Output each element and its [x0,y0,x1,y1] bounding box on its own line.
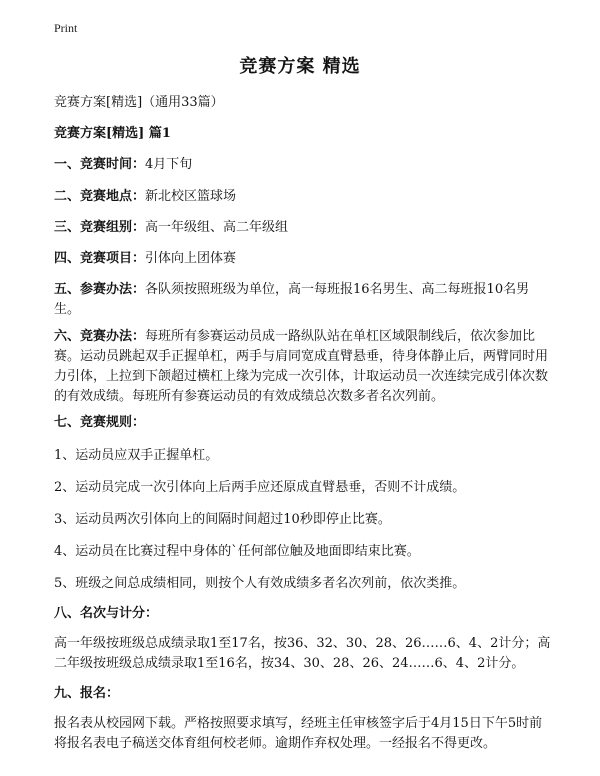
item-location [54,187,554,207]
item-label: 一、竞赛时间： [54,157,146,172]
item-label: 五、参赛办法： [54,282,146,297]
item-time [54,155,554,175]
item-event [54,249,554,269]
item-entry-method [54,280,554,320]
chapter-heading: 竞赛方案[精选] 篇1 [54,126,171,141]
rules-heading: 七、竞赛规则： [54,415,146,430]
signup-text: 报名表从校园网下载。严格按照要求填写，经班主任审核签字后于4月15日下午5时前将报名表电子稿送交体育组何校老师。逾期作弃权处理。一经报名不得更改。 [54,716,543,751]
item-text: 高一年级组、高二年级组 [145,220,289,235]
scoring-heading: 八、名次与计分： [54,606,159,621]
item-text: 各队须按照班级为单位，高一每班报16名男生、高二每班报10名男生。 [54,282,530,317]
item-text: 每班所有参赛运动员成一路纵队站在单杠区域限制线后，依次参加比赛。运动员跳起双手正握单杠，两手与肩同宽成直臂悬垂，待身体静止后，两臂同时用力引体，上拉到下颌超过横杠上缘为完成一次引体，计取运动员一次连续完成引体次数的有效成绩。每班所有参赛运动员的有效成绩总次数多者名次列前。 [54,329,549,404]
rule-item: 1、运动员应双手正握单杠。 [54,448,219,463]
item-label: 四、竞赛项目： [54,251,146,266]
item-label: 二、竞赛地点： [54,189,146,204]
print-label[interactable]: Print [54,21,78,35]
item-text: 引体向上团体赛 [145,251,237,266]
rule-item: 2、运动员完成一次引体向上后两手应还原成直臂悬垂，否则不计成绩。 [54,480,466,495]
item-text: 新北校区篮球场 [145,189,237,204]
rule-item: 5、班级之间总成绩相同，则按个人有效成绩多者名次列前，依次类推。 [54,576,466,591]
document-title: 竞赛方案 精选 [239,56,361,77]
document-subtitle: 竞赛方案[精选]（通用33篇） [54,95,224,110]
rule-item: 4、运动员在比赛过程中身体的`任何部位触及地面即结束比赛。 [54,544,420,559]
rule-item: 3、运动员两次引体向上的间隔时间超过10秒即停止比赛。 [54,512,391,527]
item-label: 三、竞赛组别： [54,220,146,235]
item-label: 六、竞赛办法： [54,329,146,344]
item-text: 4月下旬 [145,157,193,172]
item-groups [54,218,554,238]
scoring-text: 高一年级按班级总成绩录取1至17名，按36、32、30、28、26……6、4、2计分；高二年级按班级总成绩录取1至16名，按34、30、28、26、24……6、4、2计分。 [54,636,551,671]
item-competition-method [54,327,554,407]
signup-heading: 九、报名： [54,686,120,701]
